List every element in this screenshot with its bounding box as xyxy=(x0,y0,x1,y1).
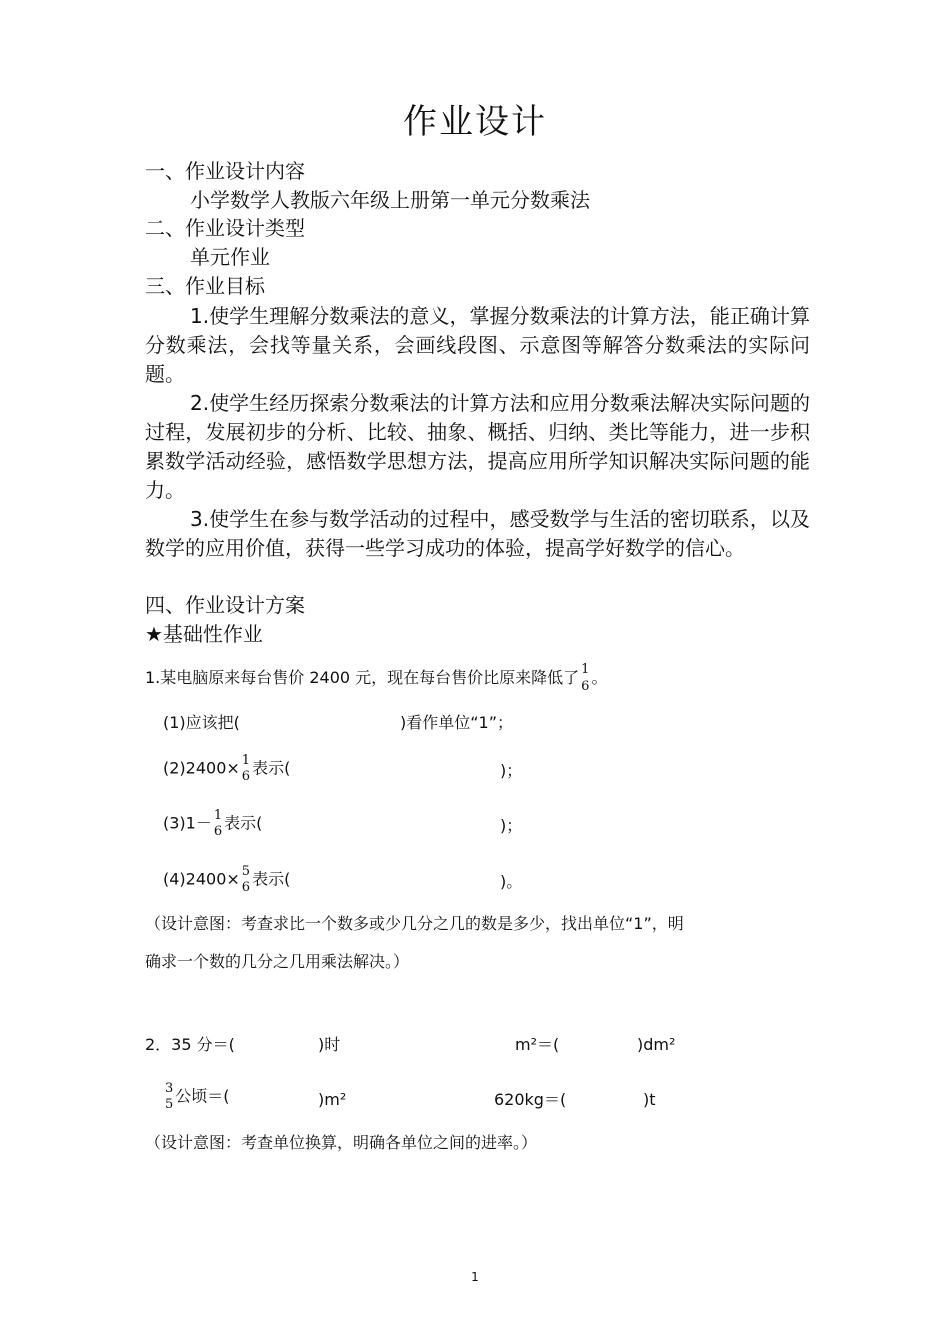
q1-item-2: (2)2400× 1 6 表示( xyxy=(163,753,291,784)
basic-homework-heading: ★基础性作业 xyxy=(145,622,263,646)
section-1-content: 小学数学人教版六年级上册第一单元分数乘法 xyxy=(190,188,590,212)
q1-item-1-post: )看作单位“1”； xyxy=(400,713,514,732)
page-title: 作业设计 xyxy=(403,102,547,142)
q1-item-4-post: )。 xyxy=(500,872,523,891)
section-2-heading: 二、作业设计类型 xyxy=(145,216,305,240)
section-1-heading: 一、作业设计内容 xyxy=(145,159,305,183)
q2-row2-a-fraction: 3 5 xyxy=(165,1081,174,1112)
goal-3: 3.使学生在参与数学活动的过程中，感受数学与生活的密切联系，以及数学的应用价值，获得一些学习成功的体验，提高学好数学的信心。 xyxy=(145,507,810,560)
q1-item-3-post: )； xyxy=(500,816,523,835)
q1-item-4-fraction: 5 6 xyxy=(241,864,251,895)
q2-row1-b-post: )dm² xyxy=(637,1035,676,1054)
q2-row2-a-post: )m² xyxy=(318,1090,347,1109)
q1-item-3: (3)1－ 1 6 表示( xyxy=(163,808,263,839)
goal-2: 2.使学生经历探索分数乘法的计算方法和应用分数乘法解决实际问题的过程，发展初步的分析、比较、抽象、概括、归纳、类比等能力，进一步积累数学活动经验，感悟数学思想方法，提高应用所学知识解决实际问题的能力。 xyxy=(145,391,810,502)
q1-note-line-1: （设计意图：考查求比一个数多或少几分之几的数是多少，找出单位“1”，明 xyxy=(145,914,684,933)
goal-1: 1.使学生理解分数乘法的意义，掌握分数乘法的计算方法，能正确计算分数乘法，会找等量关系，会画线段图、示意图等解答分数乘法的实际问题。 xyxy=(145,304,810,386)
q1-item-4: (4)2400× 5 6 表示( xyxy=(163,864,291,895)
section-4-heading: 四、作业设计方案 xyxy=(145,593,305,617)
q2-row1-a-post: )时 xyxy=(318,1035,341,1054)
q2-row2-b-pre: 620kg＝( xyxy=(494,1090,567,1109)
q1-item-1-pre: (1)应该把( xyxy=(163,713,240,732)
q1-stem xyxy=(145,662,607,695)
q1-item-2-fraction: 1 6 xyxy=(241,753,251,784)
section-3-heading: 三、作业目标 xyxy=(145,274,265,298)
q2-row1-a-pre: 2．35 分＝( xyxy=(145,1035,235,1054)
section-2-content: 单元作业 xyxy=(190,245,270,269)
q2-row1-b-pre: m²＝( xyxy=(515,1035,560,1054)
page-number: 1 xyxy=(471,1270,479,1284)
q2-row2-a: 3 5 公顷＝( xyxy=(165,1081,230,1112)
q1-stem-end: 。 xyxy=(591,668,608,687)
q1-note-line-2: 确求一个数的几分之几用乘法解决。） xyxy=(145,952,410,971)
q2-note: （设计意图：考查单位换算，明确各单位之间的进率。） xyxy=(145,1133,538,1152)
q1-item-3-fraction: 1 6 xyxy=(213,808,223,839)
q2-row2-b-post: )t xyxy=(643,1090,656,1109)
q1-stem-fraction: $\frac{1}{6}$ xyxy=(581,662,590,694)
q1-item-2-post: )； xyxy=(500,761,523,780)
q1-stem-text: 1.某电脑原来每台售价 2400 元，现在每台售价比原来降低了 xyxy=(145,668,580,687)
